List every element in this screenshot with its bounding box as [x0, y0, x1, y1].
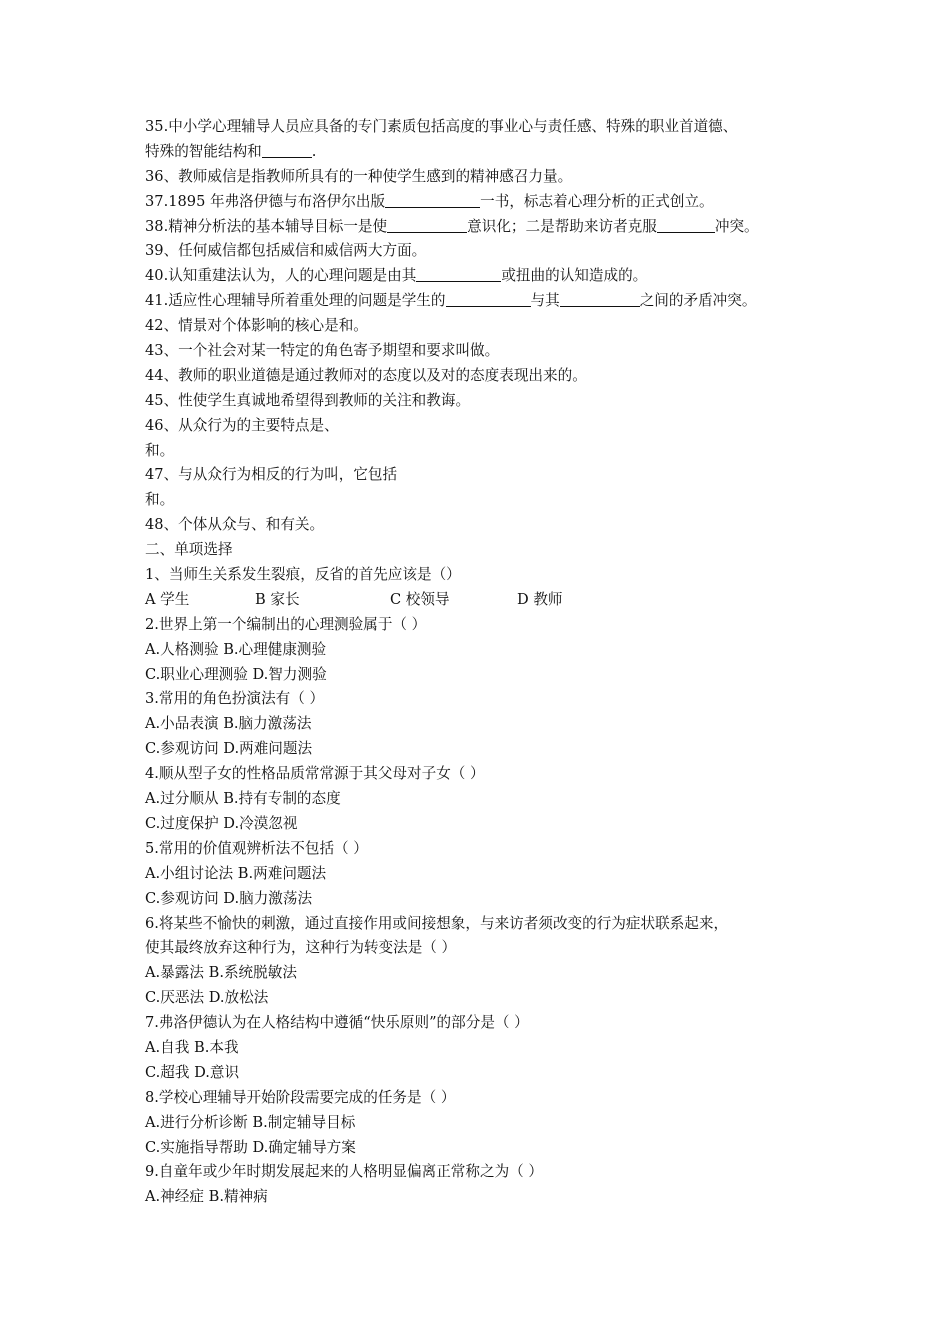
choice-9-stem: 9.自童年或少年时期发展起来的人格明显偏离正常称之为（ ）: [145, 1163, 544, 1181]
question-36: 36、教师威信是指教师所具有的一种使学生感到的精神感召力量。: [145, 167, 573, 185]
choice-6-options-ab: A.暴露法 B.系统脱敏法: [145, 964, 297, 982]
choice-7-options-ab: A.自我 B.本我: [145, 1038, 239, 1056]
choice-9-options-ab: A.神经症 B.精神病: [145, 1188, 268, 1206]
choice-8-options-ab: A.进行分析诊断 B.制定辅导目标: [145, 1113, 356, 1131]
question-44: 44、教师的职业道德是通过教师对的态度以及对的态度表现出来的。: [145, 366, 587, 384]
choice-3-stem: 3.常用的角色扮演法有（ ）: [145, 690, 325, 708]
question-38-text-a: 38.精神分析法的基本辅导目标一是使: [145, 217, 388, 235]
choice-1-options: [145, 588, 825, 613]
question-43: 43、一个社会对某一特定的角色寄予期望和要求叫做。: [145, 342, 500, 360]
question-37-text-b: 一书，标志着心理分析的正式创立。: [480, 192, 714, 210]
question-38-text-b: 意识化；二是帮助来访者克服: [467, 217, 657, 235]
question-48: 48、个体从众与、和有关。: [145, 516, 325, 534]
choice-7-stem: 7.弗洛伊德认为在人格结构中遵循“快乐原则”的部分是（ ）: [145, 1014, 529, 1032]
fill-blank: [385, 190, 480, 208]
question-38: [145, 215, 825, 240]
question-40: [145, 264, 825, 289]
question-40-text-b: 或扭曲的认知造成的。: [501, 267, 648, 285]
choice-7-options-cd: C.超我 D.意识: [145, 1063, 240, 1081]
question-41-text-a: 41.适应性心理辅导所着重处理的问题是学生的: [145, 292, 446, 310]
question-45: 45、性使学生真诚地希望得到教师的关注和教诲。: [145, 391, 471, 409]
choice-6-options-cd: C.厌恶法 D.放松法: [145, 989, 269, 1007]
choice-2-options-ab: A.人格测验 B.心理健康测验: [145, 640, 327, 658]
question-38-text-c: 冲突。: [714, 217, 759, 235]
choice-5-options-ab: A.小组讨论法 B.两难问题法: [145, 864, 327, 882]
choice-2-stem: 2.世界上第一个编制出的心理测验属于（ ）: [145, 615, 427, 633]
option-c: C 校领导: [390, 590, 450, 608]
choice-3-options-ab: A.小品表演 B.脑力激荡法: [145, 715, 312, 733]
choice-3-options-cd: C.参观访问 D.两难问题法: [145, 740, 313, 758]
question-47-line-1: 47、与从众行为相反的行为叫，它包括: [145, 466, 398, 484]
question-37-text-a: 37.1895 年弗洛伊德与布洛伊尔出版: [145, 192, 386, 210]
fill-blank: [416, 264, 501, 282]
choice-5-stem: 5.常用的价值观辨析法不包括（ ）: [145, 839, 368, 857]
fill-blank: [387, 215, 467, 233]
question-46-line-1: 46、从众行为的主要特点是、: [145, 416, 339, 434]
question-41: [145, 289, 825, 314]
fill-blank: [262, 140, 312, 158]
choice-6-stem-line-1: 6.将某些不愉快的刺激，通过直接作用或间接想象，与来访者须改变的行为症状联系起来，: [145, 914, 729, 932]
choice-5-options-cd: C.参观访问 D.脑力激荡法: [145, 889, 313, 907]
choice-1-stem: 1、当师生关系发生裂痕，反省的首先应该是（）: [145, 566, 461, 584]
section-heading: 二、单项选择: [145, 541, 233, 559]
choice-8-stem: 8.学校心理辅导开始阶段需要完成的任务是（ ）: [145, 1088, 456, 1106]
question-35-line-2: [145, 140, 825, 165]
option-a: A 学生: [145, 590, 190, 608]
fill-blank: [657, 215, 715, 233]
question-41-text-c: 之间的矛盾冲突。: [639, 292, 757, 310]
document-body: [145, 115, 825, 1210]
choice-4-stem: 4.顺从型子女的性格品质常常源于其父母对子女（ ）: [145, 765, 485, 783]
question-39: 39、任何威信都包括威信和威信两大方面。: [145, 242, 427, 260]
question-35-end: .: [311, 142, 317, 160]
question-46-line-2: 和。: [145, 441, 175, 459]
choice-6-stem-line-2: 使其最终放弃这种行为，这种行为转变法是（ ）: [145, 939, 457, 957]
choice-4-options-ab: A.过分顺从 B.持有专制的态度: [145, 790, 341, 808]
choice-4-options-cd: C.过度保护 D.冷漠忽视: [145, 814, 298, 832]
question-35-line-1: 35.中小学心理辅导人员应具备的专门素质包括高度的事业心与责任感、特殊的职业首道德、: [145, 118, 738, 135]
question-37: [145, 190, 825, 215]
question-42: 42、情景对个体影响的核心是和。: [145, 317, 368, 335]
question-40-text-a: 40.认知重建法认为，人的心理问题是由其: [145, 267, 417, 285]
fill-blank: [560, 289, 640, 307]
option-b: B 家长: [255, 590, 300, 608]
question-47-line-2: 和。: [145, 491, 175, 509]
choice-2-options-cd: C.职业心理测验 D.智力测验: [145, 665, 327, 683]
choice-8-options-cd: C.实施指导帮助 D.确定辅导方案: [145, 1138, 356, 1156]
question-35-text: 特殊的智能结构和: [145, 142, 262, 160]
option-d: D 教师: [517, 590, 563, 608]
question-41-text-b: 与其: [530, 292, 560, 310]
fill-blank: [446, 289, 531, 307]
